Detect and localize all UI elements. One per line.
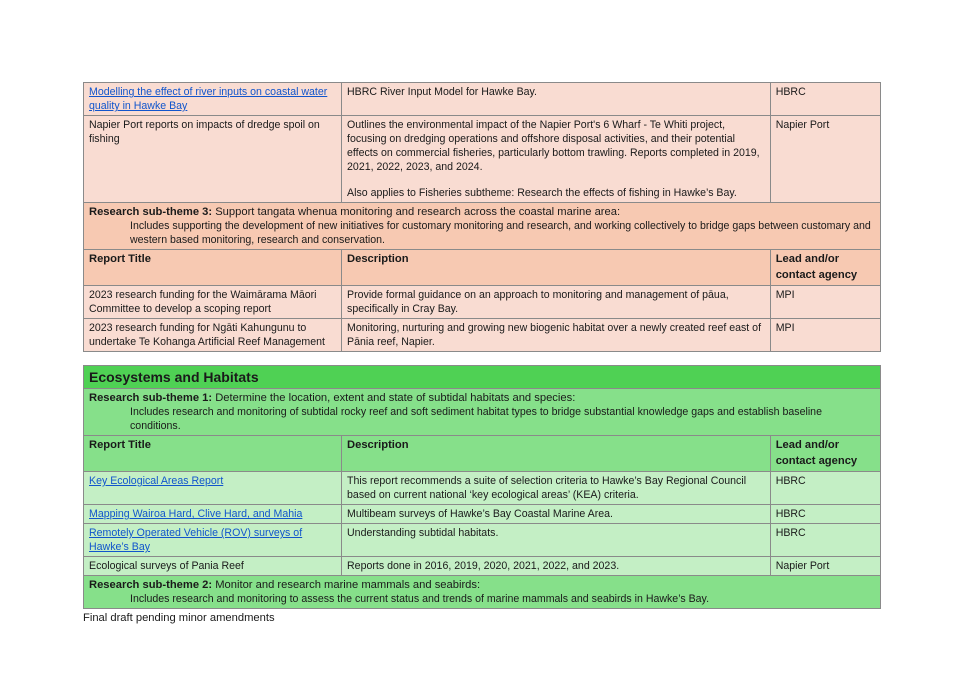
- subtheme-row: [84, 203, 881, 250]
- subtheme-detail: Includes research and monitoring to assess the current status and trends of marine mammals and seabirds in Hawke’s Bay.: [130, 593, 710, 605]
- subtheme-2-cell: [84, 576, 881, 609]
- lead-cell: Napier Port: [770, 557, 880, 576]
- header-description: Description: [342, 250, 771, 286]
- table-row: [84, 505, 881, 524]
- subtheme-row: [84, 576, 881, 609]
- header-description: Description: [342, 436, 771, 472]
- report-link[interactable]: Remotely Operated Vehicle (ROV) surveys of Hawke’s Bay: [89, 527, 303, 553]
- description-note: Also applies to Fisheries subtheme: Research the effects of fishing in Hawke’s Bay.: [347, 187, 737, 199]
- table-row: [84, 524, 881, 557]
- lead-cell: HBRC: [770, 472, 880, 505]
- description-cell: Provide formal guidance on an approach to monitoring and management of pāua, specifically in Cray Bay.: [342, 286, 771, 319]
- report-link[interactable]: Modelling the effect of river inputs on coastal water quality in Hawke Bay: [89, 86, 328, 112]
- lead-cell: HBRC: [770, 83, 880, 116]
- header-lead: Lead and/or contact agency: [770, 436, 880, 472]
- footer-note: Final draft pending minor amendments: [83, 612, 275, 624]
- report-title-cell: [84, 505, 342, 524]
- description-cell: HBRC River Input Model for Hawke Bay.: [342, 83, 771, 116]
- subtheme-1-cell: [84, 389, 881, 436]
- subtheme-detail: Includes research and monitoring of subtidal rocky reef and soft sediment habitat types to bridge substantial knowledge gaps and establish baseline conditions.: [130, 406, 822, 432]
- table-row: [84, 116, 881, 203]
- description-cell: [342, 116, 771, 203]
- subtheme-3-cell: [84, 203, 881, 250]
- report-title-cell: 2023 research funding for the Waimārama Māori Committee to develop a scoping report: [84, 286, 342, 319]
- lead-cell: HBRC: [770, 505, 880, 524]
- subtheme-label: Research sub-theme 2:: [89, 579, 213, 591]
- report-link[interactable]: Key Ecological Areas Report: [89, 475, 224, 487]
- report-title-cell: Ecological surveys of Pania Reef: [84, 557, 342, 576]
- coastal-research-table: [83, 82, 881, 352]
- subtheme-heading: Monitor and research marine mammals and seabirds:: [212, 579, 481, 591]
- report-title-cell: [84, 472, 342, 505]
- header-lead: Lead and/or contact agency: [770, 250, 880, 286]
- report-title-cell: Napier Port reports on impacts of dredge spoil on fishing: [84, 116, 342, 203]
- table-row: [84, 319, 881, 352]
- description-cell: Multibeam surveys of Hawke’s Bay Coastal Marine Area.: [342, 505, 771, 524]
- ecosystems-habitats-table: [83, 365, 881, 609]
- section-title-row: [84, 366, 881, 389]
- header-row: [84, 436, 881, 472]
- subtheme-heading: Support tangata whenua monitoring and research across the coastal marine area:: [212, 206, 621, 218]
- subtheme-label: Research sub-theme 1:: [89, 392, 213, 404]
- header-report-title: Report Title: [84, 250, 342, 286]
- lead-cell: MPI: [770, 319, 880, 352]
- description-cell: Understanding subtidal habitats.: [342, 524, 771, 557]
- header-row: [84, 250, 881, 286]
- description-cell: Reports done in 2016, 2019, 2020, 2021, 2022, and 2023.: [342, 557, 771, 576]
- subtheme-detail: Includes supporting the development of new initiatives for customary monitoring and research, and working collectively to bridge gaps between customary and western based monitoring, research and conservation.: [130, 220, 871, 246]
- subtheme-label: Research sub-theme 3:: [89, 206, 213, 218]
- description-cell: This report recommends a suite of selection criteria to Hawke’s Bay Regional Council based on current national ‘key ecological areas’ (KEA) criteria.: [342, 472, 771, 505]
- section-title: Ecosystems and Habitats: [84, 366, 881, 389]
- lead-cell: HBRC: [770, 524, 880, 557]
- description-text: Outlines the environmental impact of the Napier Port's 6 Wharf - Te Whiti project, focusing on dredging operations and offshore disposal activities, and their potential effects on commercial fisheries, particularly bottom trawling. Reports completed in 2019, 2021, 2022, 2023, and 2024.: [347, 119, 760, 173]
- table-row: [84, 286, 881, 319]
- report-title-cell: [84, 524, 342, 557]
- table-row: [84, 557, 881, 576]
- description-cell: Monitoring, nurturing and growing new biogenic habitat over a newly created reef east of Pānia reef, Napier.: [342, 319, 771, 352]
- report-title-cell: [84, 83, 342, 116]
- subtheme-row: [84, 389, 881, 436]
- report-link[interactable]: Mapping Wairoa Hard, Clive Hard, and Mahia: [89, 508, 303, 520]
- lead-cell: Napier Port: [770, 116, 880, 203]
- report-title-cell: 2023 research funding for Ngāti Kahungunu to undertake Te Kohanga Artificial Reef Management: [84, 319, 342, 352]
- lead-cell: MPI: [770, 286, 880, 319]
- table-row: [84, 472, 881, 505]
- subtheme-heading: Determine the location, extent and state of subtidal habitats and species:: [212, 392, 576, 404]
- header-report-title: Report Title: [84, 436, 342, 472]
- table-row: [84, 83, 881, 116]
